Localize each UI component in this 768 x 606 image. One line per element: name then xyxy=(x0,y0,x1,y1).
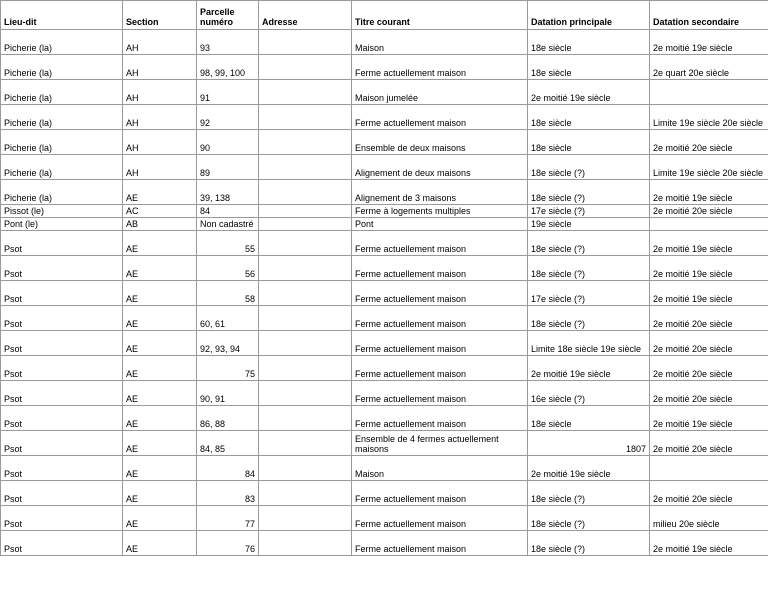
cell-dat2: 2e moitié 19e siècle xyxy=(650,531,768,556)
cell-parcelle: 84, 85 xyxy=(197,431,259,456)
cell-lieu: Picherie (la) xyxy=(1,155,123,180)
cell-dat1: 2e moitié 19e siècle xyxy=(528,356,650,381)
table-row xyxy=(1,331,768,356)
cell-lieu: Picherie (la) xyxy=(1,30,123,55)
cell-titre: Pont xyxy=(352,218,528,231)
cell-section: AH xyxy=(123,130,197,155)
cell-dat1: 19e siècle xyxy=(528,218,650,231)
table-row xyxy=(1,231,768,256)
cell-titre: Ferme actuellement maison xyxy=(352,356,528,381)
cell-dat1: 18e siècle xyxy=(528,406,650,431)
cell-lieu: Picherie (la) xyxy=(1,105,123,130)
cell-lieu: Picherie (la) xyxy=(1,80,123,105)
cell-dat1: 16e siècle (?) xyxy=(528,381,650,406)
cell-parcelle: 84 xyxy=(197,456,259,481)
cell-parcelle: 90, 91 xyxy=(197,381,259,406)
cell-titre: Ferme actuellement maison xyxy=(352,406,528,431)
cell-lieu: Psot xyxy=(1,431,123,456)
cell-section: AE xyxy=(123,381,197,406)
cell-lieu: Psot xyxy=(1,456,123,481)
table-row xyxy=(1,130,768,155)
cell-adresse xyxy=(259,406,352,431)
cell-dat2: 2e moitié 19e siècle xyxy=(650,256,768,281)
cell-titre: Maison xyxy=(352,30,528,55)
cell-dat2 xyxy=(650,218,768,231)
cell-dat2: 2e moitié 20e siècle xyxy=(650,130,768,155)
cell-adresse xyxy=(259,481,352,506)
cell-dat2: 2e moitié 19e siècle xyxy=(650,281,768,306)
cell-section: AE xyxy=(123,306,197,331)
col-header-lieu-dit: Lieu-dit xyxy=(1,1,123,30)
table-row xyxy=(1,105,768,130)
cell-titre: Ferme actuellement maison xyxy=(352,506,528,531)
cell-dat1: 17e siècle (?) xyxy=(528,281,650,306)
cell-titre: Ferme à logements multiples xyxy=(352,205,528,218)
cell-parcelle: 92 xyxy=(197,105,259,130)
cell-titre: Ferme actuellement maison xyxy=(352,531,528,556)
cell-dat2: 2e moitié 19e siècle xyxy=(650,406,768,431)
cell-adresse xyxy=(259,306,352,331)
cell-adresse xyxy=(259,55,352,80)
cell-section: AH xyxy=(123,30,197,55)
cell-dat1: 18e siècle (?) xyxy=(528,256,650,281)
cell-section: AE xyxy=(123,456,197,481)
table-row xyxy=(1,55,768,80)
cell-dat1: 2e moitié 19e siècle xyxy=(528,80,650,105)
header-row xyxy=(1,1,768,30)
cell-lieu: Psot xyxy=(1,256,123,281)
col-header-section: Section xyxy=(123,1,197,30)
cell-parcelle: 56 xyxy=(197,256,259,281)
cell-dat2: 2e moitié 19e siècle xyxy=(650,180,768,205)
cell-lieu: Psot xyxy=(1,356,123,381)
cell-titre: Ferme actuellement maison xyxy=(352,256,528,281)
cell-section: AE xyxy=(123,281,197,306)
cell-parcelle: 91 xyxy=(197,80,259,105)
cell-dat1: 18e siècle (?) xyxy=(528,180,650,205)
table-row xyxy=(1,356,768,381)
cell-titre: Ensemble de deux maisons xyxy=(352,130,528,155)
cell-section: AH xyxy=(123,105,197,130)
cell-section: AE xyxy=(123,356,197,381)
cell-lieu: Psot xyxy=(1,281,123,306)
cell-parcelle: 98, 99, 100 xyxy=(197,55,259,80)
cell-dat2: 2e quart 20e siècle xyxy=(650,55,768,80)
cell-dat1: 18e siècle (?) xyxy=(528,306,650,331)
cell-dat1: 18e siècle (?) xyxy=(528,531,650,556)
cell-titre: Ferme actuellement maison xyxy=(352,231,528,256)
cell-dat1: 18e siècle xyxy=(528,105,650,130)
cell-parcelle: 89 xyxy=(197,155,259,180)
cell-adresse xyxy=(259,231,352,256)
cell-dat2: 2e moitié 20e siècle xyxy=(650,356,768,381)
cell-section: AE xyxy=(123,231,197,256)
cell-titre: Ferme actuellement maison xyxy=(352,281,528,306)
col-header-datation-secondaire: Datation secondaire xyxy=(650,1,768,30)
cell-section: AE xyxy=(123,180,197,205)
cell-parcelle: 75 xyxy=(197,356,259,381)
cell-titre: Ferme actuellement maison xyxy=(352,331,528,356)
cell-section: AB xyxy=(123,218,197,231)
cell-titre: Maison jumelée xyxy=(352,80,528,105)
cell-titre: Alignement de deux maisons xyxy=(352,155,528,180)
table-row xyxy=(1,381,768,406)
table-row xyxy=(1,481,768,506)
cell-lieu: Psot xyxy=(1,506,123,531)
cell-parcelle: 83 xyxy=(197,481,259,506)
cell-adresse xyxy=(259,506,352,531)
cell-dat1: 18e siècle (?) xyxy=(528,481,650,506)
cell-adresse xyxy=(259,30,352,55)
cell-adresse xyxy=(259,331,352,356)
cell-lieu: Pissot (le) xyxy=(1,205,123,218)
cell-parcelle: 77 xyxy=(197,506,259,531)
cell-dat1: 18e siècle (?) xyxy=(528,506,650,531)
cell-parcelle: 92, 93, 94 xyxy=(197,331,259,356)
table-row xyxy=(1,406,768,431)
cell-adresse xyxy=(259,381,352,406)
cell-lieu: Psot xyxy=(1,381,123,406)
cell-adresse xyxy=(259,256,352,281)
cell-adresse xyxy=(259,456,352,481)
cell-dat2: 2e moitié 20e siècle xyxy=(650,431,768,456)
cell-parcelle: 76 xyxy=(197,531,259,556)
cell-titre: Ferme actuellement maison xyxy=(352,55,528,80)
col-header-adresse: Adresse xyxy=(259,1,352,30)
cell-dat2 xyxy=(650,456,768,481)
cell-parcelle: 55 xyxy=(197,231,259,256)
cell-lieu: Psot xyxy=(1,531,123,556)
table-row xyxy=(1,80,768,105)
table-row xyxy=(1,205,768,218)
cell-adresse xyxy=(259,130,352,155)
cell-parcelle: 39, 138 xyxy=(197,180,259,205)
table-row xyxy=(1,281,768,306)
cell-parcelle: 60, 61 xyxy=(197,306,259,331)
cell-adresse xyxy=(259,356,352,381)
cell-dat1: 18e siècle xyxy=(528,30,650,55)
cell-dat2: 2e moitié 19e siècle xyxy=(650,30,768,55)
cell-lieu: Picherie (la) xyxy=(1,130,123,155)
cell-dat2: 2e moitié 20e siècle xyxy=(650,205,768,218)
cell-adresse xyxy=(259,218,352,231)
cell-titre: Ferme actuellement maison xyxy=(352,381,528,406)
cell-section: AE xyxy=(123,531,197,556)
table-row xyxy=(1,30,768,55)
cell-lieu: Psot xyxy=(1,231,123,256)
cell-parcelle: 86, 88 xyxy=(197,406,259,431)
cell-section: AE xyxy=(123,506,197,531)
cell-section: AE xyxy=(123,406,197,431)
cell-adresse xyxy=(259,105,352,130)
table-row xyxy=(1,256,768,281)
cell-adresse xyxy=(259,180,352,205)
cell-dat1: 18e siècle (?) xyxy=(528,155,650,180)
cell-dat2: Limite 19e siècle 20e siècle xyxy=(650,155,768,180)
cell-section: AH xyxy=(123,80,197,105)
cell-titre: Ferme actuellement maison xyxy=(352,481,528,506)
col-header-parcelle: Parcelle numéro xyxy=(197,1,259,30)
cell-dat2: 2e moitié 20e siècle xyxy=(650,481,768,506)
cell-adresse xyxy=(259,205,352,218)
cell-section: AE xyxy=(123,256,197,281)
cell-lieu: Pont (le) xyxy=(1,218,123,231)
cell-parcelle: Non cadastré xyxy=(197,218,259,231)
cell-dat1: 2e moitié 19e siècle xyxy=(528,456,650,481)
cell-dat2 xyxy=(650,80,768,105)
table-row xyxy=(1,456,768,481)
cell-titre: Alignement de 3 maisons xyxy=(352,180,528,205)
cell-titre: Ferme actuellement maison xyxy=(352,105,528,130)
table-row xyxy=(1,531,768,556)
cell-dat2: milieu 20e siècle xyxy=(650,506,768,531)
cell-section: AH xyxy=(123,155,197,180)
cell-parcelle: 58 xyxy=(197,281,259,306)
table-row xyxy=(1,306,768,331)
cell-lieu: Psot xyxy=(1,331,123,356)
cell-dat2: Limite 19e siècle 20e siècle xyxy=(650,105,768,130)
cell-adresse xyxy=(259,155,352,180)
table-row xyxy=(1,155,768,180)
table-row xyxy=(1,180,768,205)
cell-dat2: 2e moitié 19e siècle xyxy=(650,231,768,256)
cell-parcelle: 90 xyxy=(197,130,259,155)
cell-lieu: Psot xyxy=(1,481,123,506)
cell-section: AE xyxy=(123,481,197,506)
cell-adresse xyxy=(259,80,352,105)
cell-lieu: Picherie (la) xyxy=(1,180,123,205)
cell-dat1: Limite 18e siècle 19e siècle xyxy=(528,331,650,356)
cell-parcelle: 93 xyxy=(197,30,259,55)
cell-lieu: Psot xyxy=(1,306,123,331)
cell-dat2: 2e moitié 20e siècle xyxy=(650,331,768,356)
cell-parcelle: 84 xyxy=(197,205,259,218)
cell-lieu: Picherie (la) xyxy=(1,55,123,80)
cell-titre: Ferme actuellement maison xyxy=(352,306,528,331)
cell-dat2: 2e moitié 20e siècle xyxy=(650,381,768,406)
cell-adresse xyxy=(259,531,352,556)
col-header-titre: Titre courant xyxy=(352,1,528,30)
table-row xyxy=(1,431,768,456)
cell-dat1: 18e siècle (?) xyxy=(528,231,650,256)
cell-section: AC xyxy=(123,205,197,218)
cell-dat1: 1807 xyxy=(528,431,650,456)
cell-titre: Ensemble de 4 fermes actuellement maisons xyxy=(352,431,528,456)
cell-section: AH xyxy=(123,55,197,80)
cell-titre: Maison xyxy=(352,456,528,481)
cell-adresse xyxy=(259,431,352,456)
table-row xyxy=(1,506,768,531)
cell-dat1: 18e siècle xyxy=(528,130,650,155)
col-header-datation-principale: Datation principale xyxy=(528,1,650,30)
table-row xyxy=(1,218,768,231)
cell-dat1: 18e siècle xyxy=(528,55,650,80)
cell-dat1: 17e siècle (?) xyxy=(528,205,650,218)
cell-lieu: Psot xyxy=(1,406,123,431)
cell-section: AE xyxy=(123,431,197,456)
cell-section: AE xyxy=(123,331,197,356)
cell-adresse xyxy=(259,281,352,306)
cell-dat2: 2e moitié 20e siècle xyxy=(650,306,768,331)
